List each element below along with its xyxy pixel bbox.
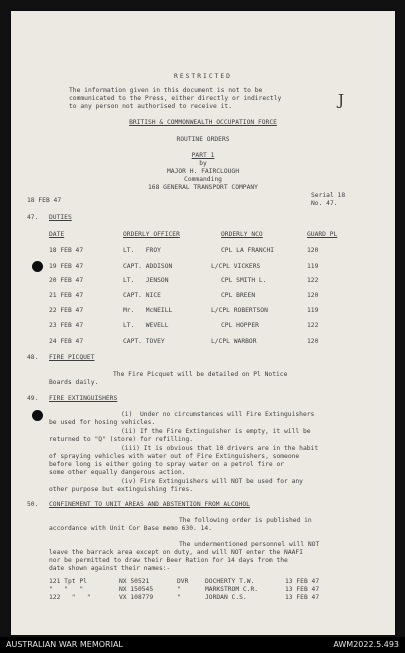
confinement-date: 13 FEB 47 bbox=[285, 594, 320, 601]
duty-nco: CPL BREEN bbox=[221, 292, 256, 299]
archive-footer bbox=[0, 637, 405, 653]
fire-ext-text: returned to "Q" (store) for refilling. bbox=[49, 436, 194, 443]
section-number: 47. bbox=[27, 214, 39, 221]
duty-nco: L/CPL VICKERS bbox=[211, 263, 261, 270]
confinement-date: 13 FEB 47 bbox=[285, 586, 320, 593]
duty-date: 20 FEB 47 bbox=[49, 277, 84, 284]
fire-ext-text: (ii) If the Fire Extinguisher is empty, it will be bbox=[121, 428, 311, 435]
duty-nco: L/CPL WARBOR bbox=[211, 338, 257, 345]
confinement-text: The following order is published in bbox=[179, 517, 312, 524]
footer-institution: AUSTRALIAN WAR MEMORIAL bbox=[6, 640, 123, 649]
punch-hole bbox=[32, 261, 43, 272]
section-heading-fire-extinguishers: FIRE EXTINGUISHERS bbox=[49, 395, 118, 402]
confinement-text: nor be permitted to draw their Beer Ration for 14 days from the bbox=[49, 557, 288, 564]
confinement-name: MARKSTROM C.R. bbox=[205, 586, 259, 593]
fire-ext-text: of spraying vehicles with water out of Fire Extinguishers, someone bbox=[49, 453, 300, 460]
duty-guard: 122 bbox=[307, 277, 319, 284]
commanding-label: Commanding bbox=[184, 176, 222, 183]
part-label: PART 1 bbox=[191, 152, 215, 159]
duty-guard: 120 bbox=[307, 247, 319, 254]
warning-line-2: communicated to the Press, either directly or indirectly bbox=[69, 95, 282, 102]
duty-guard: 122 bbox=[307, 322, 319, 329]
confinement-unit: 122 " " bbox=[49, 594, 91, 601]
confinement-number: VX 108779 bbox=[119, 594, 154, 601]
punch-hole bbox=[32, 410, 43, 421]
fire-ext-text: (i) Under no circumstances will Fire Extinguishers bbox=[121, 411, 315, 418]
fire-ext-text: before long is either going to spray water on a petrol fire or bbox=[49, 461, 285, 468]
by-label: by bbox=[199, 160, 207, 167]
duty-officer: LT. WEVELL bbox=[123, 322, 169, 329]
confinement-text: date shown against their names:- bbox=[49, 565, 171, 572]
duty-officer: CAPT. ADDISON bbox=[123, 263, 173, 270]
duty-date: 22 FEB 47 bbox=[49, 307, 84, 314]
confinement-name: DOCHERTY T.W. bbox=[205, 578, 255, 585]
duty-nco: L/CPL ROBERTSON bbox=[211, 307, 268, 314]
section-number: 48. bbox=[27, 354, 39, 361]
footer-accession-number: AWM2022.5.493 bbox=[333, 640, 399, 649]
duty-officer: CAPT. TOVEY bbox=[123, 338, 165, 345]
force-title: BRITISH & COMMONWEALTH OCCUPATION FORCE bbox=[129, 119, 277, 126]
duty-guard: 119 bbox=[307, 307, 319, 314]
confinement-text: The undermentioned personnel will NOT bbox=[179, 541, 320, 548]
serial-line-2: No. 47. bbox=[311, 200, 338, 207]
handwritten-mark: J bbox=[338, 91, 345, 109]
fire-ext-text: be used for hosing vehicles. bbox=[49, 419, 156, 426]
confinement-text: leave the barrack area except on duty, and will NOT enter the NAAFI bbox=[49, 549, 304, 556]
confinement-unit: " " " bbox=[49, 586, 84, 593]
fire-picquet-text-2: Boards daily. bbox=[49, 379, 99, 386]
confinement-number: NX 150545 bbox=[119, 586, 154, 593]
duty-officer: LT. JENSON bbox=[123, 277, 169, 284]
fire-ext-text: (iii) It is obvious that 10 drivers are in the habit bbox=[121, 445, 319, 452]
serial-line-1: Serial 18 bbox=[311, 192, 346, 199]
confinement-rank: " bbox=[177, 586, 181, 593]
warning-line-3: to any person not authorised to receive it. bbox=[69, 103, 233, 110]
fire-ext-text: other purpose but extinguishing fires. bbox=[49, 486, 194, 493]
commander-name: MAJOR H. FAIRCLOUGH bbox=[166, 168, 240, 175]
confinement-unit: 121 Tpt Pl bbox=[49, 578, 87, 585]
document-page bbox=[11, 11, 395, 635]
col-header-date: DATE bbox=[49, 231, 65, 238]
duty-date: 23 FEB 47 bbox=[49, 322, 84, 329]
duty-date: 24 FEB 47 bbox=[49, 338, 84, 345]
col-header-guard: GUARD PL bbox=[307, 231, 338, 238]
duty-officer: CAPT. NICE bbox=[123, 292, 161, 299]
order-type: ROUTINE ORDERS bbox=[176, 136, 230, 143]
section-heading-duties: DUTIES bbox=[49, 214, 72, 221]
duty-date: 18 FEB 47 bbox=[49, 247, 84, 254]
col-header-nco: ORDERLY NCO bbox=[221, 231, 263, 238]
section-heading-fire-picquet: FIRE PICQUET bbox=[49, 354, 95, 361]
fire-picquet-text-1: The Fire Picquet will be detailed on Pl Notice bbox=[113, 371, 288, 378]
duty-nco: CPL HOPPER bbox=[221, 322, 259, 329]
duty-guard: 119 bbox=[307, 263, 319, 270]
order-date: 18 FEB 47 bbox=[27, 197, 62, 204]
confinement-number: NX 50521 bbox=[119, 578, 150, 585]
confinement-name: JORDAN C.S. bbox=[205, 594, 247, 601]
duty-officer: Mr. McNEILL bbox=[123, 307, 173, 314]
confinement-rank: DVR bbox=[177, 578, 189, 585]
duty-date: 21 FEB 47 bbox=[49, 292, 84, 299]
duty-nco: CPL SMITH L. bbox=[221, 277, 267, 284]
section-number: 50. bbox=[27, 501, 39, 508]
fire-ext-text: some other equally dangerous action. bbox=[49, 469, 186, 476]
section-heading-confinement: CONFINEMENT TO UNIT AREAS AND ABSTENTION FROM ALCOHOL bbox=[49, 501, 250, 508]
duty-nco: CPL LA FRANCHI bbox=[221, 247, 275, 254]
warning-line-1: The information given in this document is not to be bbox=[69, 87, 263, 94]
classification-heading: RESTRICTED bbox=[174, 73, 232, 80]
fire-ext-text: (iv) Fire Extinguishers will NOT be used for any bbox=[121, 478, 303, 485]
confinement-rank: " bbox=[177, 594, 181, 601]
duty-guard: 120 bbox=[307, 338, 319, 345]
duty-guard: 120 bbox=[307, 292, 319, 299]
confinement-date: 13 FEB 47 bbox=[285, 578, 320, 585]
col-header-officer: ORDERLY OFFICER bbox=[123, 231, 180, 238]
confinement-text: accordance with Unit Cor Base memo 630. 14. bbox=[49, 525, 213, 532]
section-number: 49. bbox=[27, 395, 39, 402]
duty-date: 19 FEB 47 bbox=[49, 263, 84, 270]
duty-officer: LT. FROY bbox=[123, 247, 161, 254]
unit-name: 168 GENERAL TRANSPORT COMPANY bbox=[148, 184, 258, 191]
